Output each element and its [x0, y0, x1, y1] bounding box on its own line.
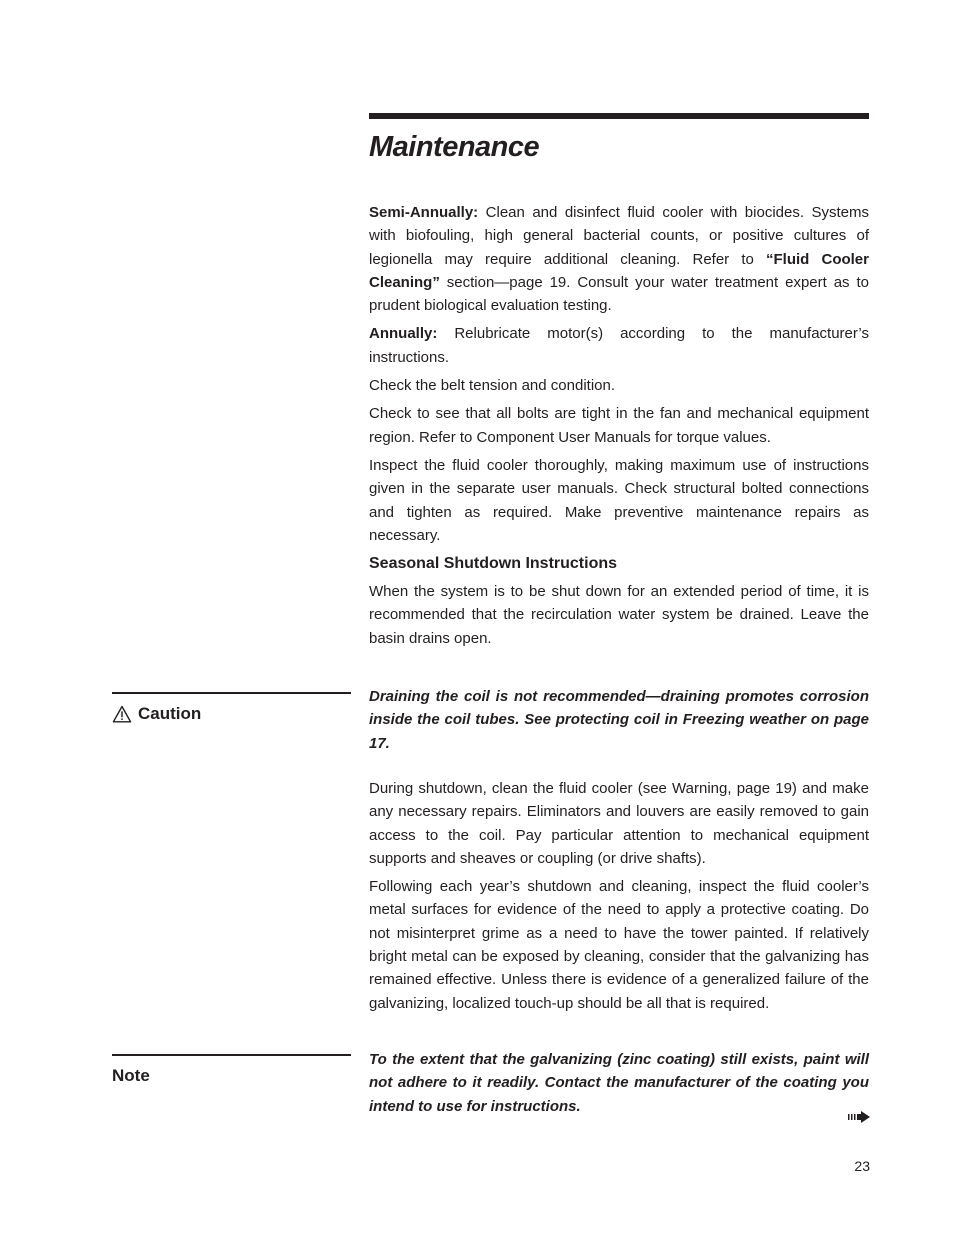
- during-shutdown-paragraph: During shutdown, clean the fluid cooler (see Warning, page 19) and make any necessary repairs. Eliminators and louvers are easily removed to gain access to the coil. Pay particular attention to mechanical equipment supports and sheaves or coupling (or drive shafts).: [369, 780, 869, 867]
- caution-text: Draining the coil is not recommended—draining promotes corrosion inside the coil tubes. See protecting coil in Freezing weather on page 17.: [369, 688, 869, 752]
- shutdown-paragraph: When the system is to be shut down for an extended period of time, it is recommended that the recirculation water system be drained. Leave the basin drains open.: [369, 583, 869, 647]
- caution-rule: [112, 692, 351, 694]
- following-paragraph: Following each year’s shutdown and cleaning, inspect the fluid cooler’s metal surfaces for evidence of the need to apply a protective coating. Do not misinterpret grime as a need to have the tower painted. If relatively bright metal can be exposed by cleaning, consider that the galvanizing has remained effective. Unless there is evidence of a generalized failure of the galvanizing, localized touch-up should be all that is required.: [369, 878, 869, 1012]
- shutdown-body: [369, 777, 869, 1020]
- belt-paragraph: Check the belt tension and condition.: [369, 377, 615, 395]
- warning-triangle-icon: [112, 705, 132, 723]
- title-rule: [369, 113, 869, 119]
- semi-annually-paragraph: Semi-Annually: Clean and disinfect fluid cooler with biocides. Systems with biofouling, high general bacterial counts, or positive cultures of legionella may require additional cleaning. Refer to “Fluid Cooler Cleaning” section—page 19. Consult your water treatment expert as to prudent biological evaluation testing.: [369, 204, 869, 315]
- shutdown-heading: Seasonal Shutdown Instructions: [369, 555, 618, 573]
- note-rule: [112, 1054, 351, 1056]
- note-label: Note: [112, 1066, 150, 1085]
- page-number: 23: [854, 1158, 870, 1174]
- caution-label: Caution: [112, 703, 201, 725]
- maintenance-body: [369, 201, 869, 655]
- page-title: Maintenance: [369, 131, 540, 163]
- inspect-paragraph: Inspect the fluid cooler thoroughly, making maximum use of instructions given in the separate user manuals. Check structural bolted connections and tighten as required. Make preventive maintenance repairs as necessary.: [369, 456, 869, 544]
- annually-paragraph: Annually: Relubricate motor(s) according to the manufacturer’s instructions.: [369, 325, 869, 366]
- continue-arrow-icon: [848, 1110, 872, 1124]
- note-text: To the extent that the galvanizing (zinc coating) still exists, paint will not adhere to it readily. Contact the manufacturer of the coating you intend to use for instructions.: [369, 1051, 869, 1115]
- bolts-paragraph: Check to see that all bolts are tight in the fan and mechanical equipment region. Refer to Component User Manuals for torque values.: [369, 405, 869, 446]
